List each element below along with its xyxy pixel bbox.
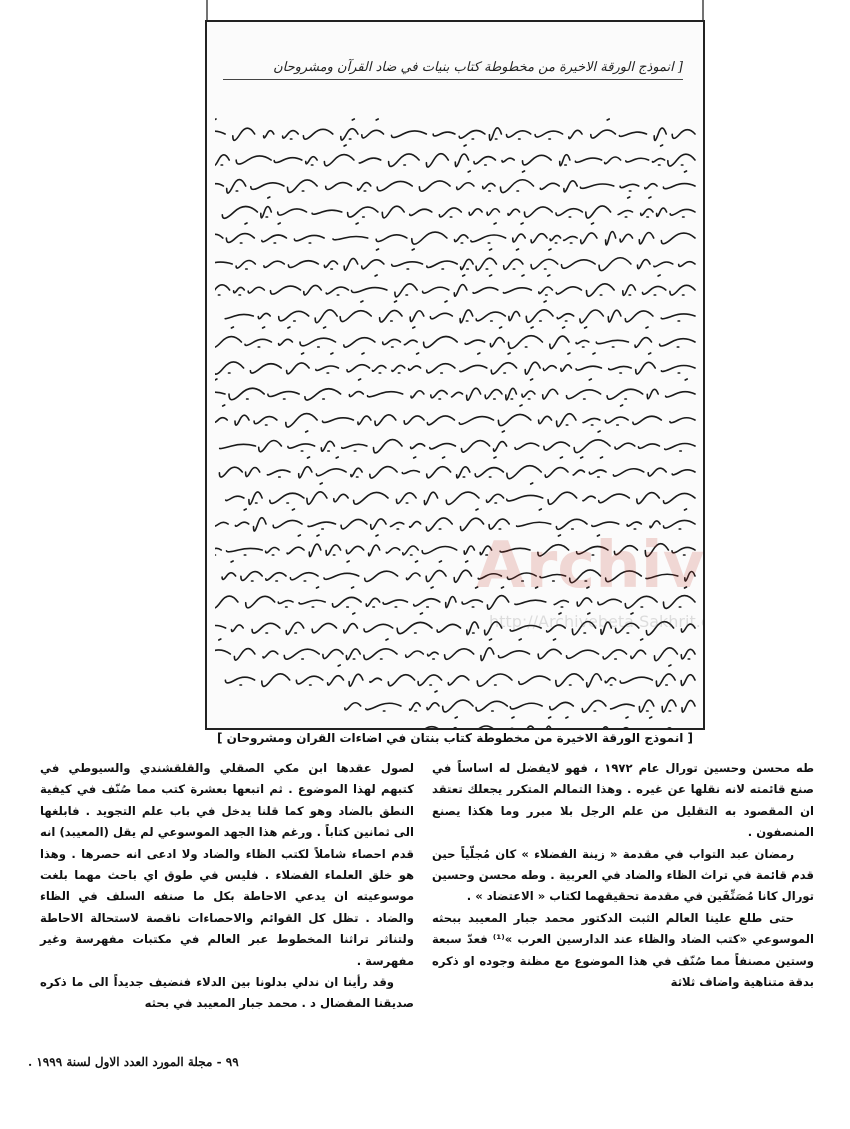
manuscript-line — [215, 117, 699, 143]
manuscript-line — [215, 455, 699, 481]
svg-text:Archive: Archive — [476, 529, 748, 603]
manuscript-line — [215, 221, 699, 247]
manuscript-line — [215, 377, 699, 403]
text-column-left — [40, 758, 414, 1015]
manuscript-line — [215, 299, 699, 325]
manuscript-line — [215, 429, 699, 455]
paragraph: طه محسن وحسين تورال عام ١٩٧٢ ، فهو لايفضل له اساساً في صنع قائمته لانه نقلها عن غيره . وهذا التمالم المتكرر يجعلك تعتقد ان المقصود به التقليل من علم الرجل بلا مبرر وما هكذا يصنع المنصفون . — [432, 761, 814, 840]
figure-caption: [ انموذج الورقة الاخيرة من مخطوطة كتاب بنتان في اضاءات القران ومشروحان ] — [216, 731, 694, 745]
manuscript-line — [215, 195, 699, 221]
manuscript-header: [ انموذج الورقة الاخيرة من مخطوطة كتاب بنيات في ضاد القرآن ومشروحان — [223, 60, 683, 80]
manuscript-line — [215, 351, 699, 377]
manuscript-line — [215, 715, 699, 730]
manuscript-line — [215, 143, 699, 169]
paragraph: وقد رأينا ان ندلي بدلونا بين الدلاء فنضيف جديداً الى ما ذكره صديقنا المفضال د . محمد جبار المعيبد في بحثه — [40, 975, 414, 1011]
frame-top-marks — [205, 0, 705, 20]
manuscript-image — [205, 20, 748, 730]
manuscript-line — [215, 273, 699, 299]
manuscript-line — [215, 403, 699, 429]
paragraph: رمضان عبد التواب في مقدمة « زينة الفضلاء » كان مُجلّياً حين قدم قائمة في تراث الظاء والضاد في العربية . وطه محسن وحسين تورال كانا مُصَنِّفَين في مقدمة تحقيقهما لكتاب « الاعتضاد » . — [432, 846, 814, 904]
manuscript-line — [215, 325, 699, 351]
manuscript-line — [215, 247, 699, 273]
svg-text:http://Archivebeta.Sakhrit.com: http://Archivebeta.Sakhrit.com — [489, 612, 735, 631]
watermark-logo — [462, 517, 748, 667]
text-column-right — [432, 758, 814, 993]
manuscript-line — [215, 169, 699, 195]
manuscript-line — [215, 481, 699, 507]
paragraph: حتى طلع علينا العالم الثبت الدكتور محمد جبار المعيبد ببحثه الموسوعي «كتب الضاد والظاء عند الدارسين العرب »⁽¹⁾ فعدّ سبعة وستين مصنفاً مما صُنّف في هذا الموضوع مع مظنة وجوده او ذكره بدقة متناهية واضاف ثلاثة — [432, 910, 814, 990]
manuscript-line — [215, 689, 699, 715]
paragraph: لصول عقدها ابن مكي الصقلي والقلقشندي والسيوطي في كتبهم لهذا الموضوع . ثم اتبعها بعشرة كتب مما صُنّف في كيفية النطق بالضاد وهو كما قلنا يدخل في باب علم التجويد . فابلغها الى ثمانين كتاباً . ورغم هذا الجهد الموسوعي لم يقل (المعيبد) انه قدم احصاء شاملاً لكتب الظاء والضاد ولا ادعى انه حصرها . وهذا هو خلق العلماء الفضلاء . فليس في طوق اي باحث مهما بلغت موسوعيته ان يدعي الاحاطة بكل ما صنفه السلف في الظاء والضاد . تظل كل القوائم والاحصاءات ناقصة لاستحالة الاحاطة ولتناثر تراثنا المخطوط عبر العالم في مكتبات مفهرسة وغير مفهرسة . — [40, 761, 414, 968]
page-footer: ٩٩ - مجلة المورد العدد الاول لسنة ١٩٩٩ . — [28, 1055, 239, 1069]
